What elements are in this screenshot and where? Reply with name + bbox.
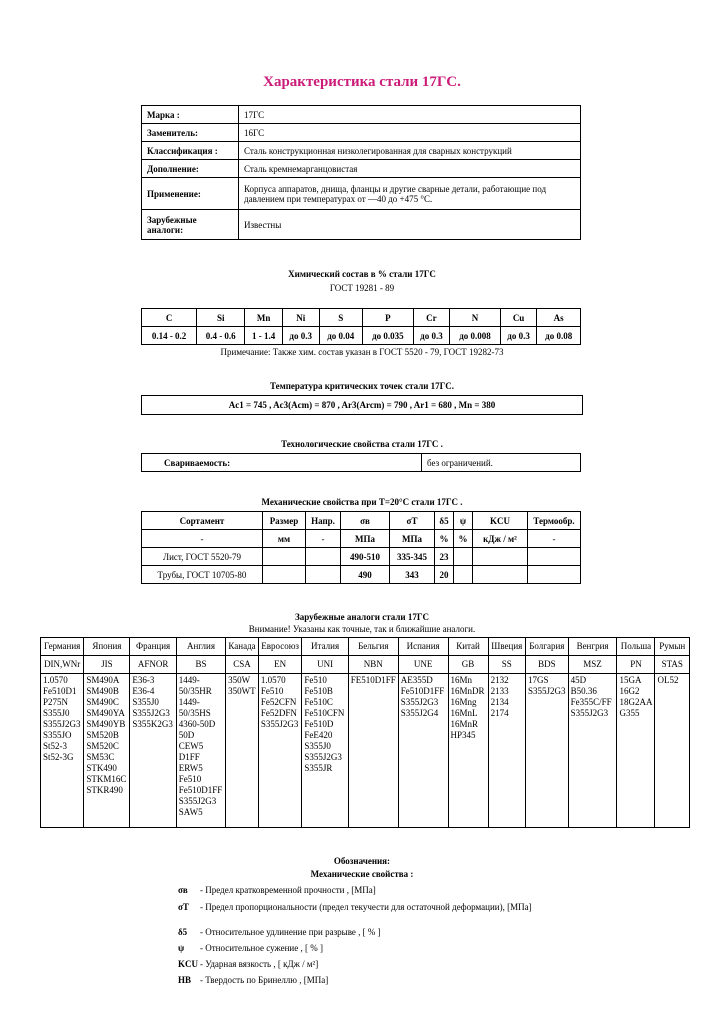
chem-value: 1 - 1.4: [245, 327, 283, 345]
info-value: Сталь кремнемарганцовистая: [239, 160, 581, 178]
page-title: Характеристика стали 17ГС.: [263, 74, 461, 90]
foreign-code: MSZ: [568, 656, 617, 674]
foreign-country: Польша: [617, 638, 655, 656]
mech-header: Напр.: [306, 512, 341, 530]
mech-header: KCU: [473, 512, 528, 530]
mech-unit: -: [142, 530, 263, 548]
foreign-code: DIN,WNr: [41, 656, 84, 674]
chem-header: As: [537, 309, 581, 327]
legend-text: - Относительное удлинение при разрыве , [ % ]: [200, 927, 381, 937]
legend-title: Обозначения:: [333, 856, 391, 866]
foreign-grades: AE355D Fe510D1FF S355J2G3 S355J2G4: [398, 674, 448, 828]
foreign-code: BS: [176, 656, 225, 674]
foreign-code: STAS: [655, 656, 690, 674]
mech-header: Сортамент: [142, 512, 263, 530]
foreign-country: Канада: [226, 638, 259, 656]
foreign-title: Зарубежные аналоги стали 17ГС: [295, 612, 429, 622]
mech-unit: мм: [263, 530, 306, 548]
foreign-country: Англия: [176, 638, 225, 656]
chem-header: S: [319, 309, 363, 327]
foreign-country: Япония: [84, 638, 130, 656]
foreign-grades: 350W 350WT: [226, 674, 259, 828]
foreign-country: Китай: [448, 638, 488, 656]
legend-item: [178, 885, 538, 896]
chem-gost: ГОСТ 19281 - 89: [329, 283, 395, 293]
mech-unit: %: [454, 530, 473, 548]
foreign-code: SS: [488, 656, 525, 674]
foreign-country: Венгрия: [568, 638, 617, 656]
info-label: Классификация :: [142, 142, 239, 160]
legend-symbol: σT: [178, 902, 189, 912]
foreign-grades: FE510D1FF: [348, 674, 398, 828]
mech-header: ψ: [454, 512, 473, 530]
crit-values: Ac1 = 745 , Ac3(Acm) = 870 , Ar3(Arcm) = 790 , Ar1 = 680 , Mn = 380: [141, 395, 583, 415]
foreign-grades: 1449- 50/35HR 1449- 50/35HS 4360-50D 50D CEW5 D1FF ERW5 Fe510 Fe510D1FF S355J2G3 SAW5: [176, 674, 225, 828]
chem-header: Mn: [245, 309, 283, 327]
foreign-code: UNI: [302, 656, 348, 674]
mech-cell: Лист, ГОСТ 5520-79: [142, 548, 263, 566]
foreign-grades: 2132 2133 2134 2174: [488, 674, 525, 828]
foreign-country: Франция: [130, 638, 176, 656]
foreign-grades: 15GA 16G2 18G2AA G355: [617, 674, 655, 828]
legend-item: [178, 943, 538, 954]
chem-header: C: [142, 309, 197, 327]
legend-item: [178, 959, 538, 970]
foreign-grades: 1.0570 Fe510 Fe52CFN Fe52DFN S355J2G3: [258, 674, 302, 828]
chem-header: N: [450, 309, 501, 327]
info-label: Зарубежные аналоги:: [142, 210, 239, 240]
foreign-table: [40, 637, 690, 828]
mech-unit: МПа: [390, 530, 435, 548]
tech-label: Свариваемость:: [142, 454, 422, 472]
crit-title: Температура критических точек стали 17ГС.: [269, 381, 455, 391]
mech-header: σв: [341, 512, 390, 530]
foreign-code: JIS: [84, 656, 130, 674]
mech-header: σT: [390, 512, 435, 530]
chem-header: Si: [197, 309, 245, 327]
mech-title: Механические свойства при Т=20°С стали 17ГС .: [261, 497, 463, 507]
mech-cell: 490: [341, 566, 390, 584]
foreign-code: NBN: [348, 656, 398, 674]
tech-value: без ограничений.: [422, 454, 581, 472]
foreign-code: BDS: [525, 656, 568, 674]
legend-subtitle: Механические свойства :: [310, 869, 414, 879]
info-value: 17ГС: [239, 106, 581, 124]
chem-header: P: [363, 309, 414, 327]
legend-symbol: ψ: [178, 943, 185, 953]
chem-header: Cu: [500, 309, 537, 327]
chem-note: Примечание: Также хим. состав указан в ГОСТ 5520 - 79, ГОСТ 19282-73: [220, 347, 504, 357]
chem-value: до 0.3: [282, 327, 319, 345]
mech-cell: 343: [390, 566, 435, 584]
chem-value: 0.14 - 0.2: [142, 327, 197, 345]
mech-unit: %: [435, 530, 454, 548]
foreign-code: CSA: [226, 656, 259, 674]
mech-header: Размер: [263, 512, 306, 530]
mech-unit: МПа: [341, 530, 390, 548]
mech-cell: 23: [435, 548, 454, 566]
chem-value: до 0.3: [413, 327, 450, 345]
foreign-code: UNE: [398, 656, 448, 674]
legend-item: [178, 902, 560, 913]
foreign-grades: 17GS S355J2G3: [525, 674, 568, 828]
foreign-warning: Внимание! Указаны как точные, так и ближайшие аналоги.: [248, 624, 476, 634]
legend-text: - Предел кратковременной прочности , [МПа]: [200, 885, 376, 895]
tech-title: Технологические свойства стали 17ГС .: [281, 439, 443, 449]
legend-item: [178, 975, 538, 986]
legend-text: - Предел пропорциональности (предел текучести для остаточной деформации), [МПа]: [200, 902, 532, 912]
mech-header: δ5: [435, 512, 454, 530]
legend-symbol: KCU: [178, 959, 198, 969]
foreign-code: AFNOR: [130, 656, 176, 674]
legend-item: [178, 927, 538, 938]
chem-value: 0.4 - 0.6: [197, 327, 245, 345]
chem-header: Cr: [413, 309, 450, 327]
foreign-code-row: [41, 656, 690, 674]
legend-text: - Твердость по Бринеллю , [МПа]: [200, 975, 329, 985]
foreign-country: Евросоюз: [258, 638, 302, 656]
foreign-grades: Fe510 Fe510B Fe510C Fe510CFN Fe510D FeE420 S355J0 S355J2G3 S355JR: [302, 674, 348, 828]
foreign-grades: 45D B50.36 Fe355C/FF S355J2G3: [568, 674, 617, 828]
foreign-grades: E36-3 E36-4 S355J0 S355J2G3 S355K2G3: [130, 674, 176, 828]
mech-header: Термообр.: [528, 512, 581, 530]
info-value: 16ГС: [239, 124, 581, 142]
foreign-country: Швеция: [488, 638, 525, 656]
foreign-grade-row: [41, 674, 690, 828]
mech-unit: -: [528, 530, 581, 548]
info-value: Сталь конструкционная низколегированная для сварных конструкций: [239, 142, 581, 160]
chem-value: до 0.04: [319, 327, 363, 345]
mech-unit: кДж / м²: [473, 530, 528, 548]
legend-text: - Относительное сужение , [ % ]: [200, 943, 323, 953]
mech-unit: -: [306, 530, 341, 548]
chem-value: до 0.3: [500, 327, 537, 345]
chem-title: Химический состав в % стали 17ГС: [288, 269, 436, 279]
legend-symbol: HB: [178, 975, 192, 985]
info-label: Дополнение:: [142, 160, 239, 178]
foreign-country-row: [41, 638, 690, 656]
foreign-country: Италия: [302, 638, 348, 656]
legend-symbol: δ5: [178, 927, 188, 937]
mech-cell: Трубы, ГОСТ 10705-80: [142, 566, 263, 584]
foreign-code: GB: [448, 656, 488, 674]
info-value: Корпуса аппаратов, днища, фланцы и другие сварные детали, работающие под давлением при температурах от —40 до +475 °С.: [239, 178, 581, 210]
foreign-grades: SM490A SM490B SM490C SM490YA SM490YB SM520B SM520C SM53C STK490 STKM16C STKR490: [84, 674, 130, 828]
foreign-grades: OL52: [655, 674, 690, 828]
legend-text: - Ударная вязкость , [ кДж / м²]: [200, 959, 319, 969]
info-label: Марка :: [142, 106, 239, 124]
foreign-country: Болгария: [525, 638, 568, 656]
info-value: Известны: [239, 210, 581, 240]
foreign-country: Германия: [41, 638, 84, 656]
chem-value: до 0.08: [537, 327, 581, 345]
foreign-country: Испания: [398, 638, 448, 656]
foreign-country: Бельгия: [348, 638, 398, 656]
foreign-grades: 1.0570 Fe510D1 P275N S355J0 S355J2G3 S355JO St52-3 St52-3G: [41, 674, 84, 828]
info-label: Заменитель:: [142, 124, 239, 142]
mech-cell: 490-510: [341, 548, 390, 566]
chem-value: до 0.008: [450, 327, 501, 345]
foreign-code: PN: [617, 656, 655, 674]
mech-cell: 335-345: [390, 548, 435, 566]
foreign-grades: 16Mn 16MnDR 16Mng 16MnL 16MnR HP345: [448, 674, 488, 828]
legend-symbol: σв: [178, 885, 188, 895]
chem-value: до 0.035: [363, 327, 414, 345]
foreign-code: EN: [258, 656, 302, 674]
chem-header: Ni: [282, 309, 319, 327]
mech-cell: 20: [435, 566, 454, 584]
info-label: Применение:: [142, 178, 239, 210]
foreign-country: Румын: [655, 638, 690, 656]
